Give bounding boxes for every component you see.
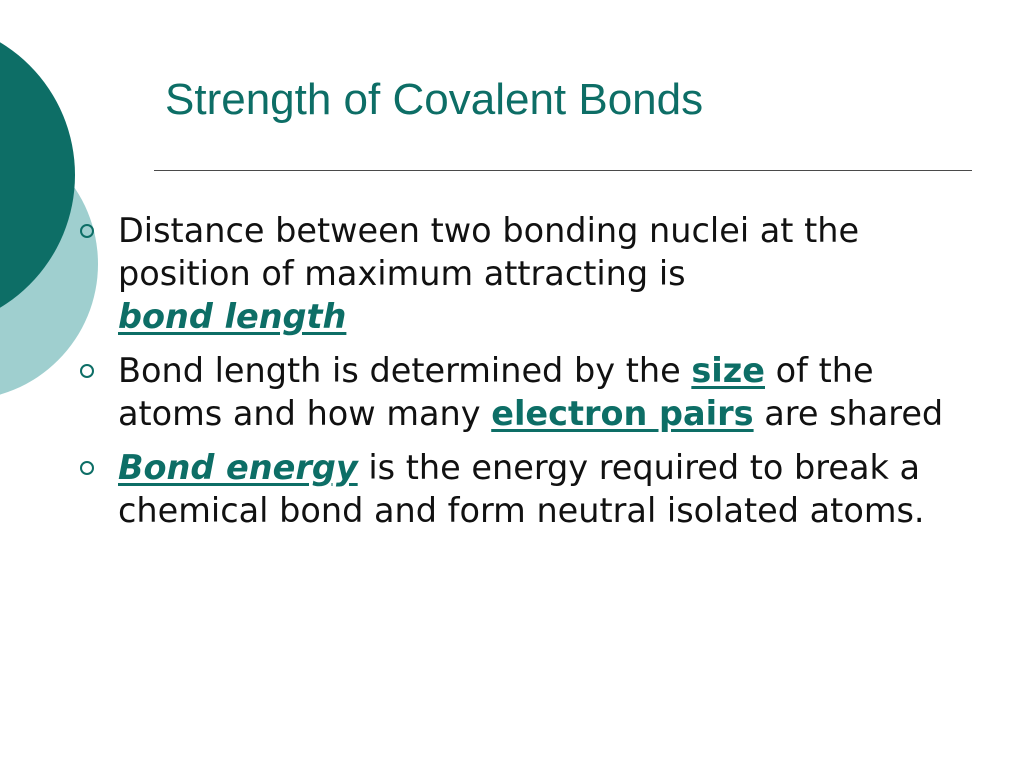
hollow-circle-bullet-icon bbox=[80, 364, 94, 378]
bullet-text: Bond length is determined by the bbox=[118, 351, 681, 390]
bullet-text: is the energy required to break a chemical bond and form neutral isolated atoms. bbox=[118, 448, 925, 530]
bullet-list bbox=[80, 209, 980, 543]
bullet-item bbox=[80, 446, 980, 532]
dark-teal-circle bbox=[0, 20, 75, 330]
key-term-size: size bbox=[691, 351, 765, 390]
bullet-text: of the atoms and how many bbox=[118, 351, 874, 433]
bullet-item bbox=[80, 349, 980, 435]
key-term-bond-length: bond length bbox=[118, 297, 347, 336]
hollow-circle-bullet-icon bbox=[80, 224, 94, 238]
key-term-bond-energy: Bond energy bbox=[118, 448, 358, 487]
bullet-item bbox=[80, 209, 980, 338]
key-term-electron-pairs: electron pairs bbox=[491, 394, 754, 433]
hollow-circle-bullet-icon bbox=[80, 461, 94, 475]
slide-title: Strength of Covalent Bonds bbox=[165, 75, 704, 124]
bullet-text: Distance between two bonding nuclei at the position of maximum attracting is bbox=[118, 211, 860, 293]
bullet-text: are shared bbox=[764, 394, 944, 433]
title-divider bbox=[154, 170, 972, 171]
